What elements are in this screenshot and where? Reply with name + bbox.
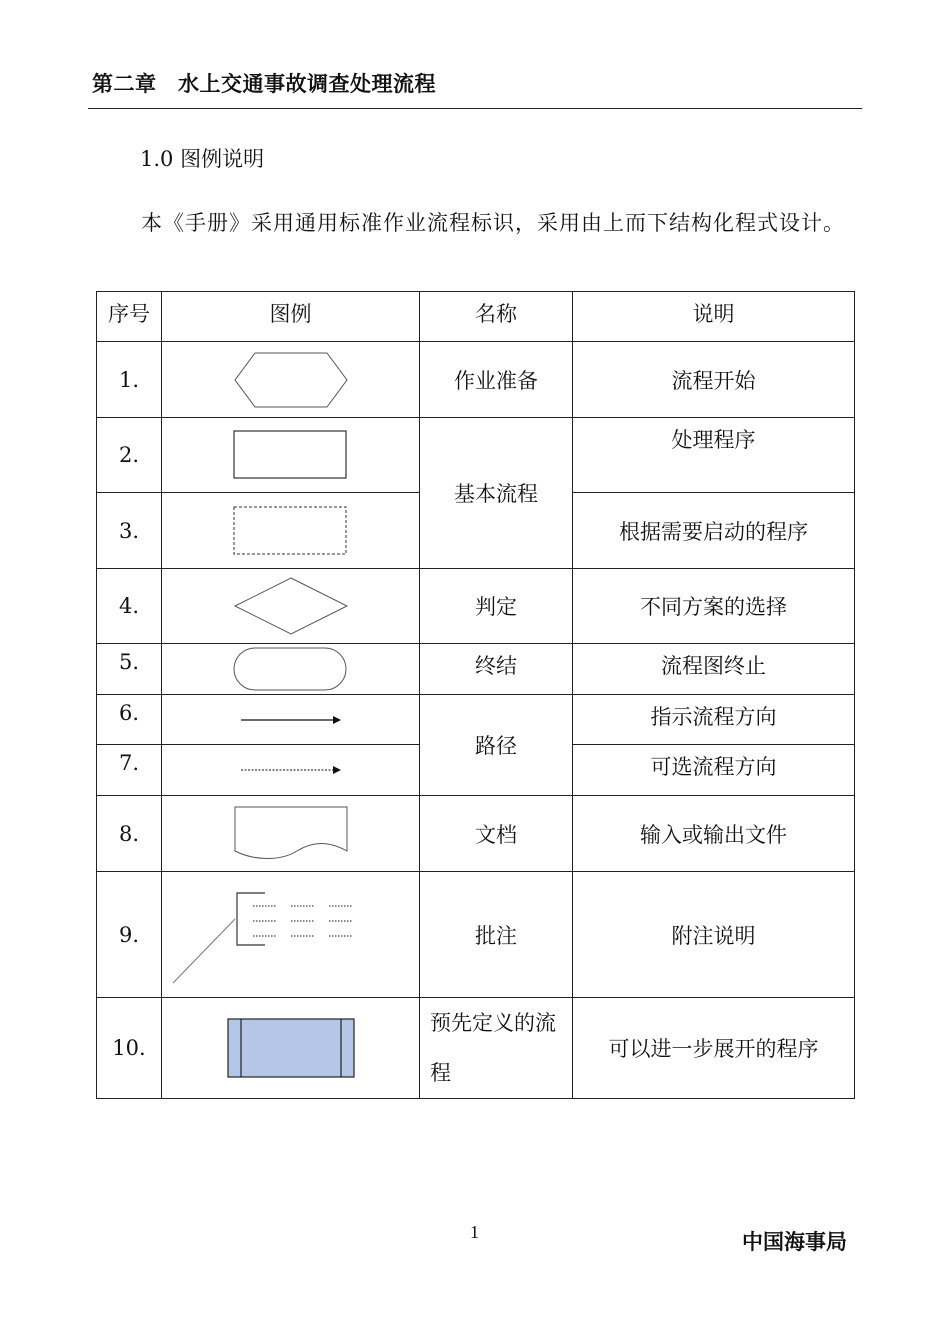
table-row (97, 998, 855, 1099)
dashed-arrow-icon (162, 745, 420, 796)
document-icon (162, 796, 420, 872)
table-row (97, 695, 855, 745)
row-number: 1. (97, 342, 162, 418)
table-row (97, 872, 855, 998)
footer-organization: 中国海事局 (742, 1230, 847, 1254)
row-number: 5. (97, 644, 162, 695)
row-name: 文档 (420, 796, 573, 872)
page-number: 1 (470, 1222, 479, 1242)
table-row (97, 569, 855, 644)
row-number: 8. (97, 796, 162, 872)
row-name: 判定 (420, 569, 573, 644)
dashed-rectangle-process-icon (162, 493, 420, 569)
table-header-row (97, 292, 855, 342)
chapter-title: 第二章 水上交通事故调查处理流程 (92, 72, 436, 96)
row-desc: 可选流程方向 (573, 745, 855, 796)
row-name: 基本流程 (420, 418, 573, 569)
row-desc: 根据需要启动的程序 (573, 493, 855, 569)
table-row (97, 644, 855, 695)
rectangle-process-icon (162, 418, 420, 493)
row-desc: 流程图终止 (573, 644, 855, 695)
row-name: 路径 (420, 695, 573, 796)
hexagon-preparation-icon (162, 342, 420, 418)
predefined-process-icon (162, 998, 420, 1099)
row-desc: 附注说明 (573, 872, 855, 998)
solid-arrow-icon (162, 695, 420, 745)
row-number: 4. (97, 569, 162, 644)
row-number: 2. (97, 418, 162, 493)
table-row (97, 418, 855, 493)
row-number: 6. (97, 695, 162, 745)
diamond-decision-icon (162, 569, 420, 644)
legend-table (96, 291, 855, 1099)
table-row (97, 796, 855, 872)
row-desc: 处理程序 (573, 418, 855, 493)
section-heading: 1.0 图例说明 (140, 147, 265, 171)
row-name: 预先定义的流程 (420, 998, 573, 1099)
row-desc: 不同方案的选择 (573, 569, 855, 644)
row-name: 终结 (420, 644, 573, 695)
row-number: 7. (97, 745, 162, 796)
row-desc: 流程开始 (573, 342, 855, 418)
rounded-terminator-icon (162, 644, 420, 695)
header-name: 名称 (420, 292, 573, 342)
row-name: 批注 (420, 872, 573, 998)
header-no: 序号 (97, 292, 162, 342)
row-number: 9. (97, 872, 162, 998)
table-row (97, 342, 855, 418)
row-desc: 输入或输出文件 (573, 796, 855, 872)
annotation-icon (162, 872, 420, 998)
row-number: 10. (97, 998, 162, 1099)
row-number: 3. (97, 493, 162, 569)
intro-paragraph: 本《手册》采用通用标准作业流程标识，采用由上而下结构化程式设计。 (141, 211, 845, 235)
row-desc: 指示流程方向 (573, 695, 855, 745)
row-desc: 可以进一步展开的程序 (573, 998, 855, 1099)
header-symbol: 图例 (162, 292, 420, 342)
row-name: 作业准备 (420, 342, 573, 418)
header-desc: 说明 (573, 292, 855, 342)
header-divider (88, 108, 862, 109)
